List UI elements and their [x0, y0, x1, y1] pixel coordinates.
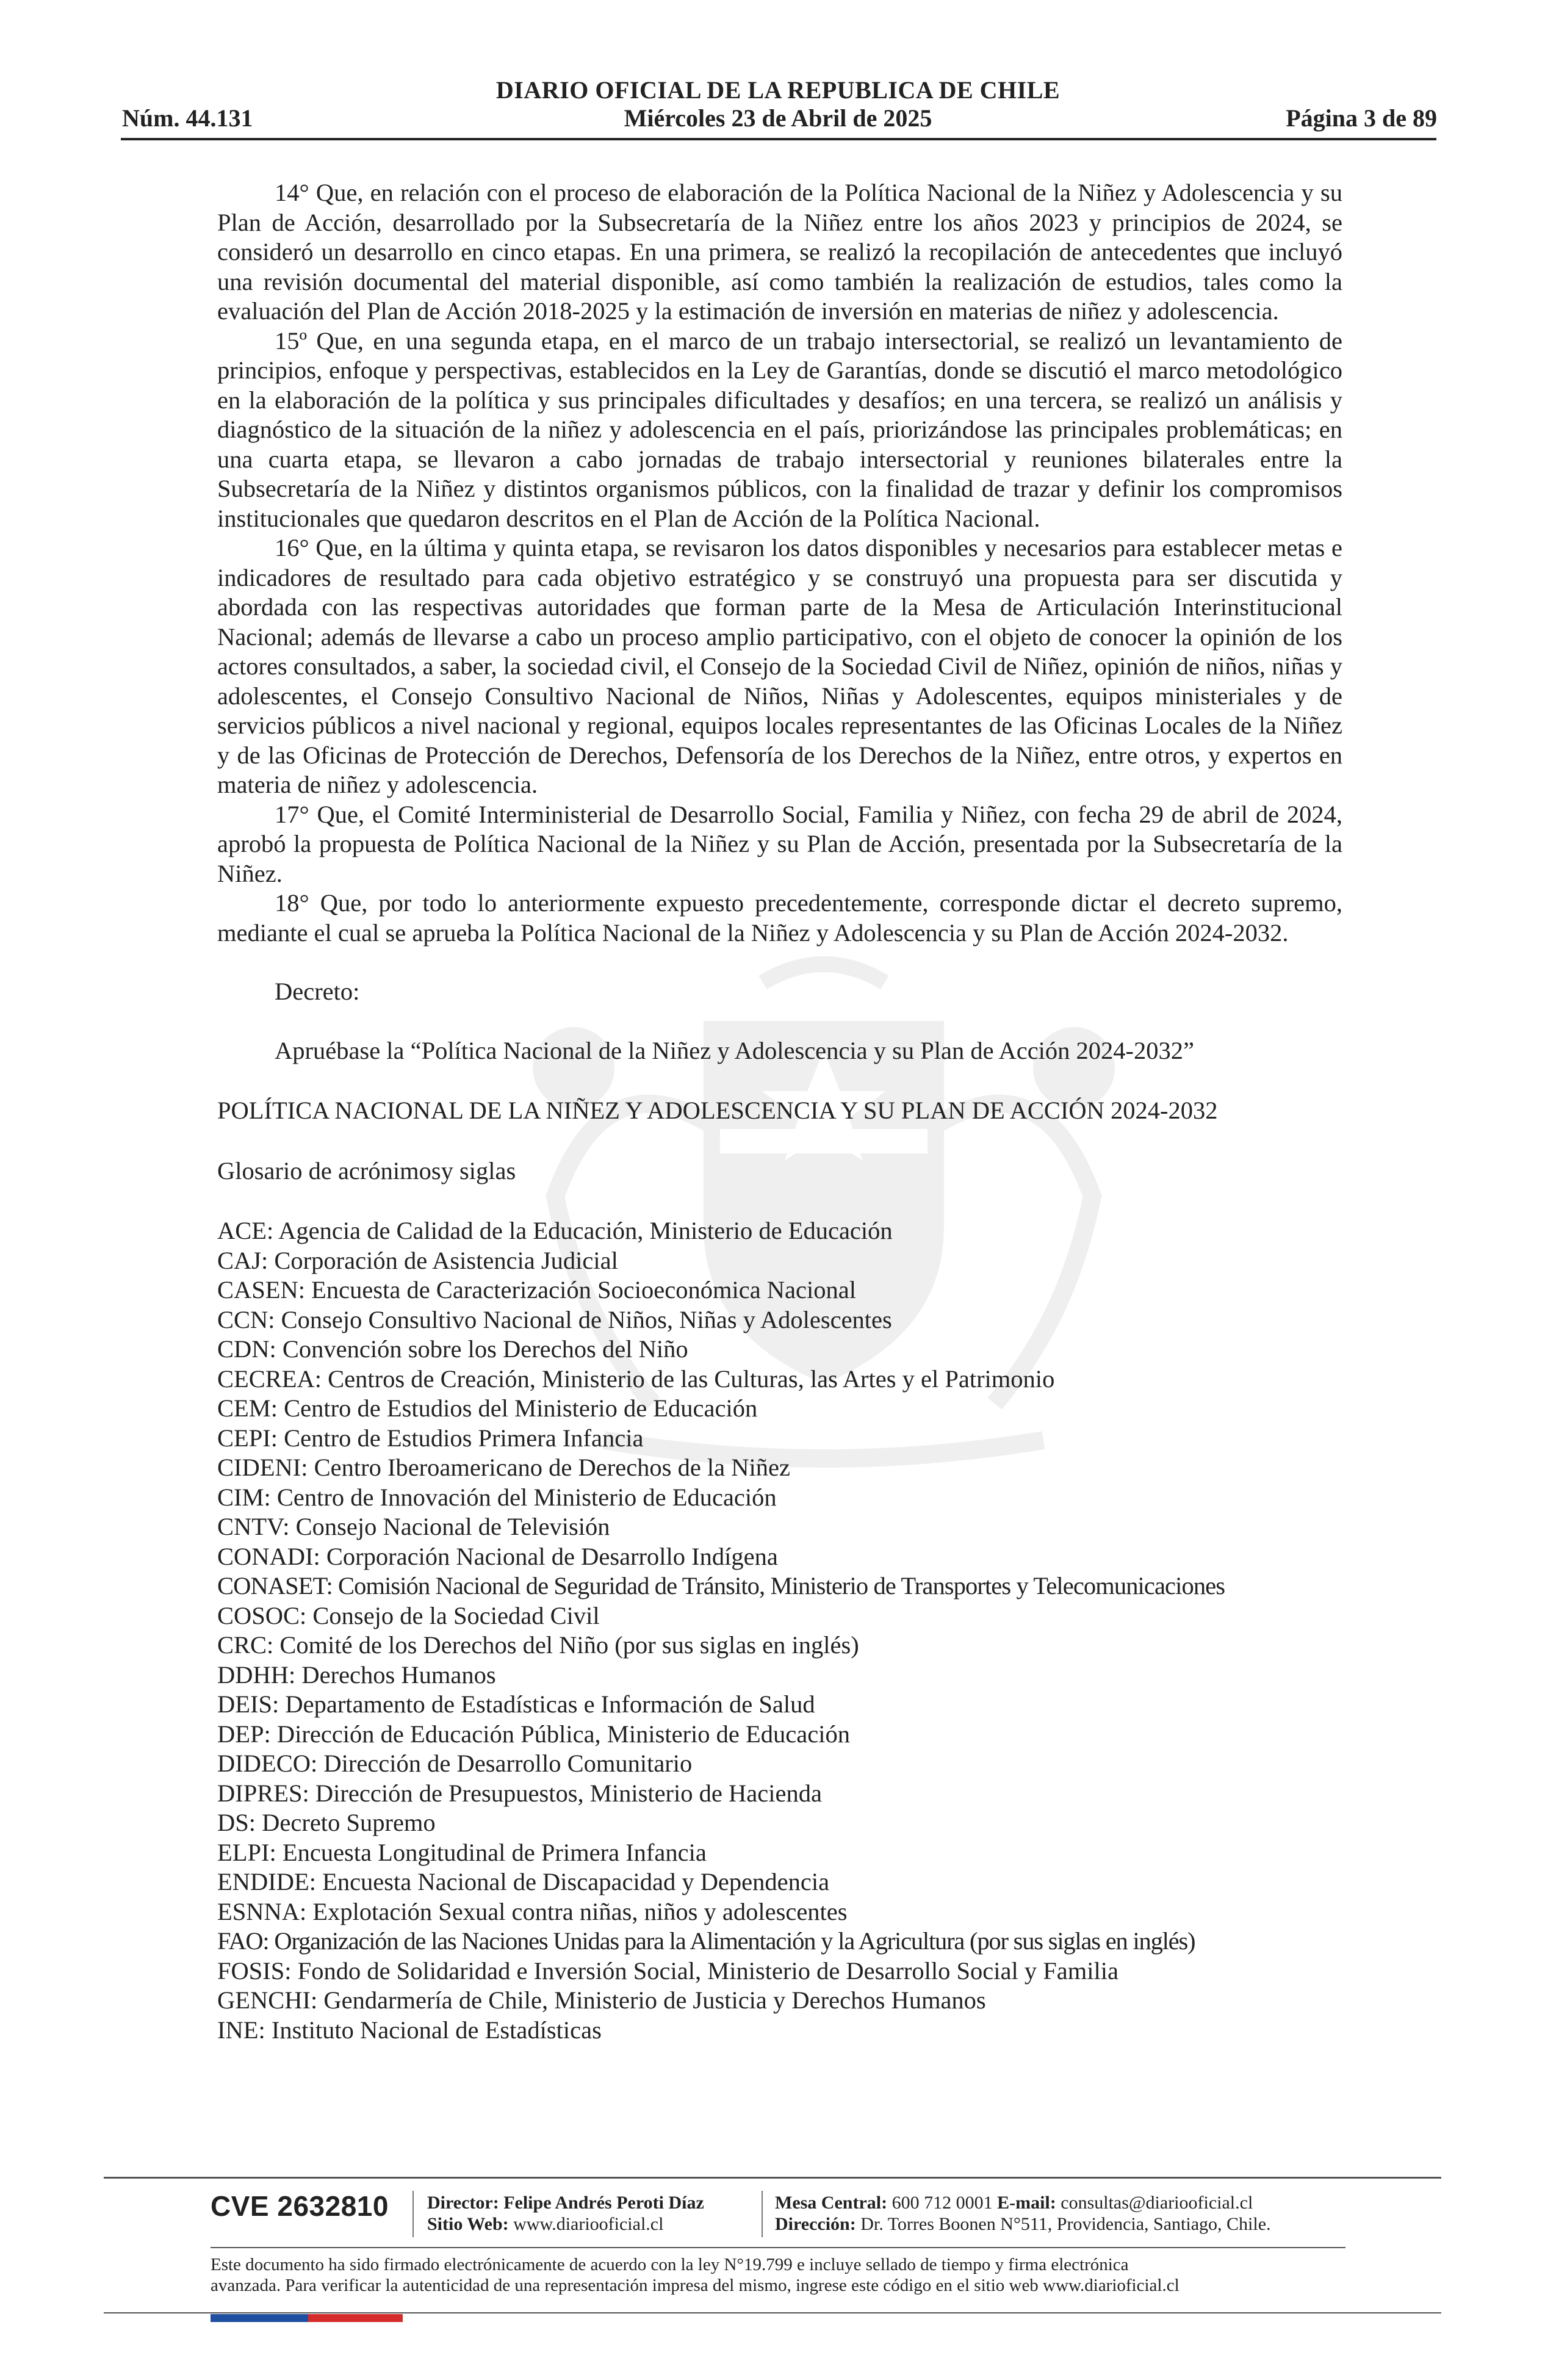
acronym-item: ELPI: Encuesta Longitudinal de Primera Infancia — [217, 1838, 707, 1866]
acronym-item: ENDIDE: Encuesta Nacional de Discapacidad y Dependencia — [217, 1868, 830, 1895]
page-indicator: Página 3 de 89 — [1286, 104, 1437, 132]
legal-line-1: Este documento ha sido firmado electrónicamente de acuerdo con la ley N°19.799 e incluye sellado de tiempo y firma electrónica — [211, 2255, 1129, 2274]
footer-separator — [762, 2191, 763, 2237]
gazette-title: DIARIO OFICIAL DE LA REPUBLICA DE CHILE — [495, 76, 1061, 104]
acronym-item: CONADI: Corporación Nacional de Desarrollo Indígena — [217, 1542, 778, 1570]
acronym-item: CONASET: Comisión Nacional de Seguridad de Tránsito, Ministerio de Transportes y Telecomunicaciones — [217, 1572, 1225, 1599]
acronym-item: FOSIS: Fondo de Solidaridad e Inversión Social, Ministerio de Desarrollo Social y Familia — [217, 1956, 1118, 1985]
acronym-list — [217, 1216, 1342, 2045]
paragraph-16: 16° Que, en la última y quinta etapa, se revisaron los datos disponibles y necesarios para establecer metas e indicadores de resultado para cada objetivo estratégico y se construyó una propuesta para ser discutida y abordada con las respectivas autoridades que forman parte de la Mesa de Articulación Interinstitucional Nacional; además de llevarse a cabo un proceso amplio participativo, con el objeto de conocer la opinión de los actores consultados, a saber, la sociedad civil, el Consejo de la Sociedad Civil de Niñez, opinión de niños, niñas y adolescentes, el Consejo Consultivo Nacional de Niños, Niñas y Adolescentes, equipos ministeriales y de servicios públicos a nivel nacional y regional, equipos locales representantes de las Oficinas Locales de la Niñez y de las Oficinas de Protección de Derechos, Defensoría de los Derechos de la Niñez, entre otros, y expertos en materia de niñez y adolescencia. — [217, 534, 1342, 798]
acronym-item: DIDECO: Dirección de Desarrollo Comunitario — [217, 1750, 693, 1777]
acronym-item: CAJ: Corporación de Asistencia Judicial — [217, 1246, 618, 1274]
paragraph-14: 14° Que, en relación con el proceso de elaboración de la Política Nacional de la Niñez y Adolescencia y su Plan de Acción, desarrollado por la Subsecretaría de la Niñez entre los años 2023 y principios de 2024, se consideró un desarrollo en cinco etapas. En una primera, se realizó la recopilación de antecedentes que incluyó una revisión documental del material disponible, así como también la realización de estudios, tales como la evaluación del Plan de Acción 2018-2025 y la estimación de inversión en materias de niñez y adolescencia. — [217, 179, 1342, 325]
acronym-item: CRC: Comité de los Derechos del Niño (por sus siglas en inglés) — [217, 1631, 859, 1659]
acronym-item: DIPRES: Dirección de Presupuestos, Ministerio de Hacienda — [217, 1779, 822, 1807]
flag-stripe-blue — [211, 2314, 308, 2322]
apruebase-line: Apruébase la “Política Nacional de la Niñez y Adolescencia y su Plan de Acción 2024-2032” — [275, 1036, 1195, 1064]
policy-title: POLÍTICA NACIONAL DE LA NIÑEZ Y ADOLESCENCIA Y SU PLAN DE ACCIÓN 2024-2032 — [217, 1097, 1218, 1124]
acronym-item: CIM: Centro de Innovación del Ministerio de Educación — [217, 1483, 777, 1511]
acronym-item: DEP: Dirección de Educación Pública, Ministerio de Educación — [217, 1720, 850, 1748]
paragraph-15: 15º Que, en una segunda etapa, en el marco de un trabajo intersectorial, se realizó un levantamiento de principios, enfoque y perspectivas, establecidos en la Ley de Garantías, donde se discutió el marco metodológico en la elaboración de la política y sus principales dificultades y desafíos; en una tercera, se realizó un análisis y diagnóstico de la situación de la niñez y adolescencia en el país, priorizándose las principales problemáticas; en una cuarta etapa, se llevaron a cabo jornadas de trabajo intersectorial y reuniones bilaterales entre la Subsecretaría de la Niñez y distintos organismos públicos, con la finalidad de trazar y definir los compromisos institucionales que quedaron descritos en el Plan de Acción de la Política Nacional. — [217, 326, 1342, 532]
acronym-item: FAO: Organización de las Naciones Unidas para la Alimentación y la Agricultura (por sus siglas en inglés) — [217, 1927, 1195, 1955]
email-label: E-mail: — [997, 2193, 1056, 2213]
acronym-item: COSOC: Consejo de la Sociedad Civil — [217, 1601, 600, 1629]
footer-rule-mid — [211, 2247, 1345, 2248]
acronym-item: DS: Decreto Supremo — [217, 1809, 436, 1836]
website-label: Sitio Web: — [427, 2214, 509, 2234]
acronym-item: ESNNA: Explotación Sexual contra niñas, niños y adolescentes — [217, 1897, 848, 1925]
mesa-phone: 600 712 0001 — [891, 2193, 993, 2213]
legal-line-2: avanzada. Para verificar la autenticidad de una representación impresa del mismo, ingrese este código en el sitio web www.diarioficial.cl — [211, 2276, 1180, 2295]
acronym-item: CCN: Consejo Consultivo Nacional de Niños, Niñas y Adolescentes — [217, 1305, 892, 1333]
header-rule — [121, 138, 1436, 140]
acronym-item: CEM: Centro de Estudios del Ministerio de Educación — [217, 1394, 758, 1422]
acronym-item: CNTV: Consejo Nacional de Televisión — [217, 1513, 610, 1540]
decreto-label: Decreto: — [275, 978, 360, 1005]
address-label: Dirección: — [775, 2214, 856, 2234]
acronym-item: ACE: Agencia de Calidad de la Educación, Ministerio de Educación — [217, 1217, 893, 1244]
contact-block — [775, 2192, 1271, 2235]
acronym-item: DEIS: Departamento de Estadísticas e Información de Salud — [217, 1690, 815, 1718]
glossary-title: Glosario de acrónimosy siglas — [217, 1156, 516, 1185]
issue-date: Miércoles 23 de Abril de 2025 — [624, 104, 932, 132]
director-label: Director: — [427, 2193, 499, 2213]
document-body — [217, 178, 1342, 2045]
director-block — [427, 2192, 704, 2235]
acronym-item: CDN: Convención sobre los Derechos del Niño — [217, 1335, 688, 1363]
acronym-item: DDHH: Derechos Humanos — [217, 1661, 496, 1689]
address-value: Dr. Torres Boonen N°511, Providencia, Santiago, Chile. — [860, 2214, 1271, 2234]
email-link[interactable]: consultas@diariooficial.cl — [1061, 2193, 1253, 2213]
acronym-item: CECREA: Centros de Creación, Ministerio de las Culturas, las Artes y el Patrimonio — [217, 1365, 1055, 1393]
mesa-label: Mesa Central: — [775, 2193, 888, 2213]
director-name: Felipe Andrés Peroti Díaz — [503, 2193, 704, 2213]
acronym-item: CASEN: Encuesta de Caracterización Socioeconómica Nacional — [217, 1276, 856, 1304]
paragraph-18: 18° Que, por todo lo anteriormente expuesto precedentemente, corresponde dictar el decreto supremo, mediante el cual se aprueba la Política Nacional de la Niñez y Adolescencia y su Plan de Acción 2024-2032. — [217, 889, 1342, 947]
cve-code: CVE 2632810 — [211, 2190, 389, 2222]
website-link[interactable]: www.diariooficial.cl — [513, 2214, 664, 2234]
footer-rule-bottom — [104, 2312, 1441, 2313]
acronym-item: INE: Instituto Nacional de Estadísticas — [217, 2016, 602, 2044]
paragraph-17: 17° Que, el Comité Interministerial de Desarrollo Social, Familia y Niñez, con fecha 29 de abril de 2024, aprobó la propuesta de Política Nacional de la Niñez y su Plan de Acción, presentada por la Subsecretaría de la Niñez. — [217, 800, 1342, 887]
acronym-item: CIDENI: Centro Iberoamericano de Derechos de la Niñez — [217, 1454, 790, 1481]
acronym-item: CEPI: Centro de Estudios Primera Infancia — [217, 1424, 644, 1452]
acronym-item: GENCHI: Gendarmería de Chile, Ministerio de Justicia y Derechos Humanos — [217, 1986, 986, 2014]
legal-notice — [211, 2254, 1345, 2296]
footer-rule-top — [104, 2177, 1441, 2179]
flag-stripe-red — [308, 2314, 403, 2322]
issue-number: Núm. 44.131 — [122, 104, 253, 132]
footer-separator — [412, 2191, 414, 2237]
